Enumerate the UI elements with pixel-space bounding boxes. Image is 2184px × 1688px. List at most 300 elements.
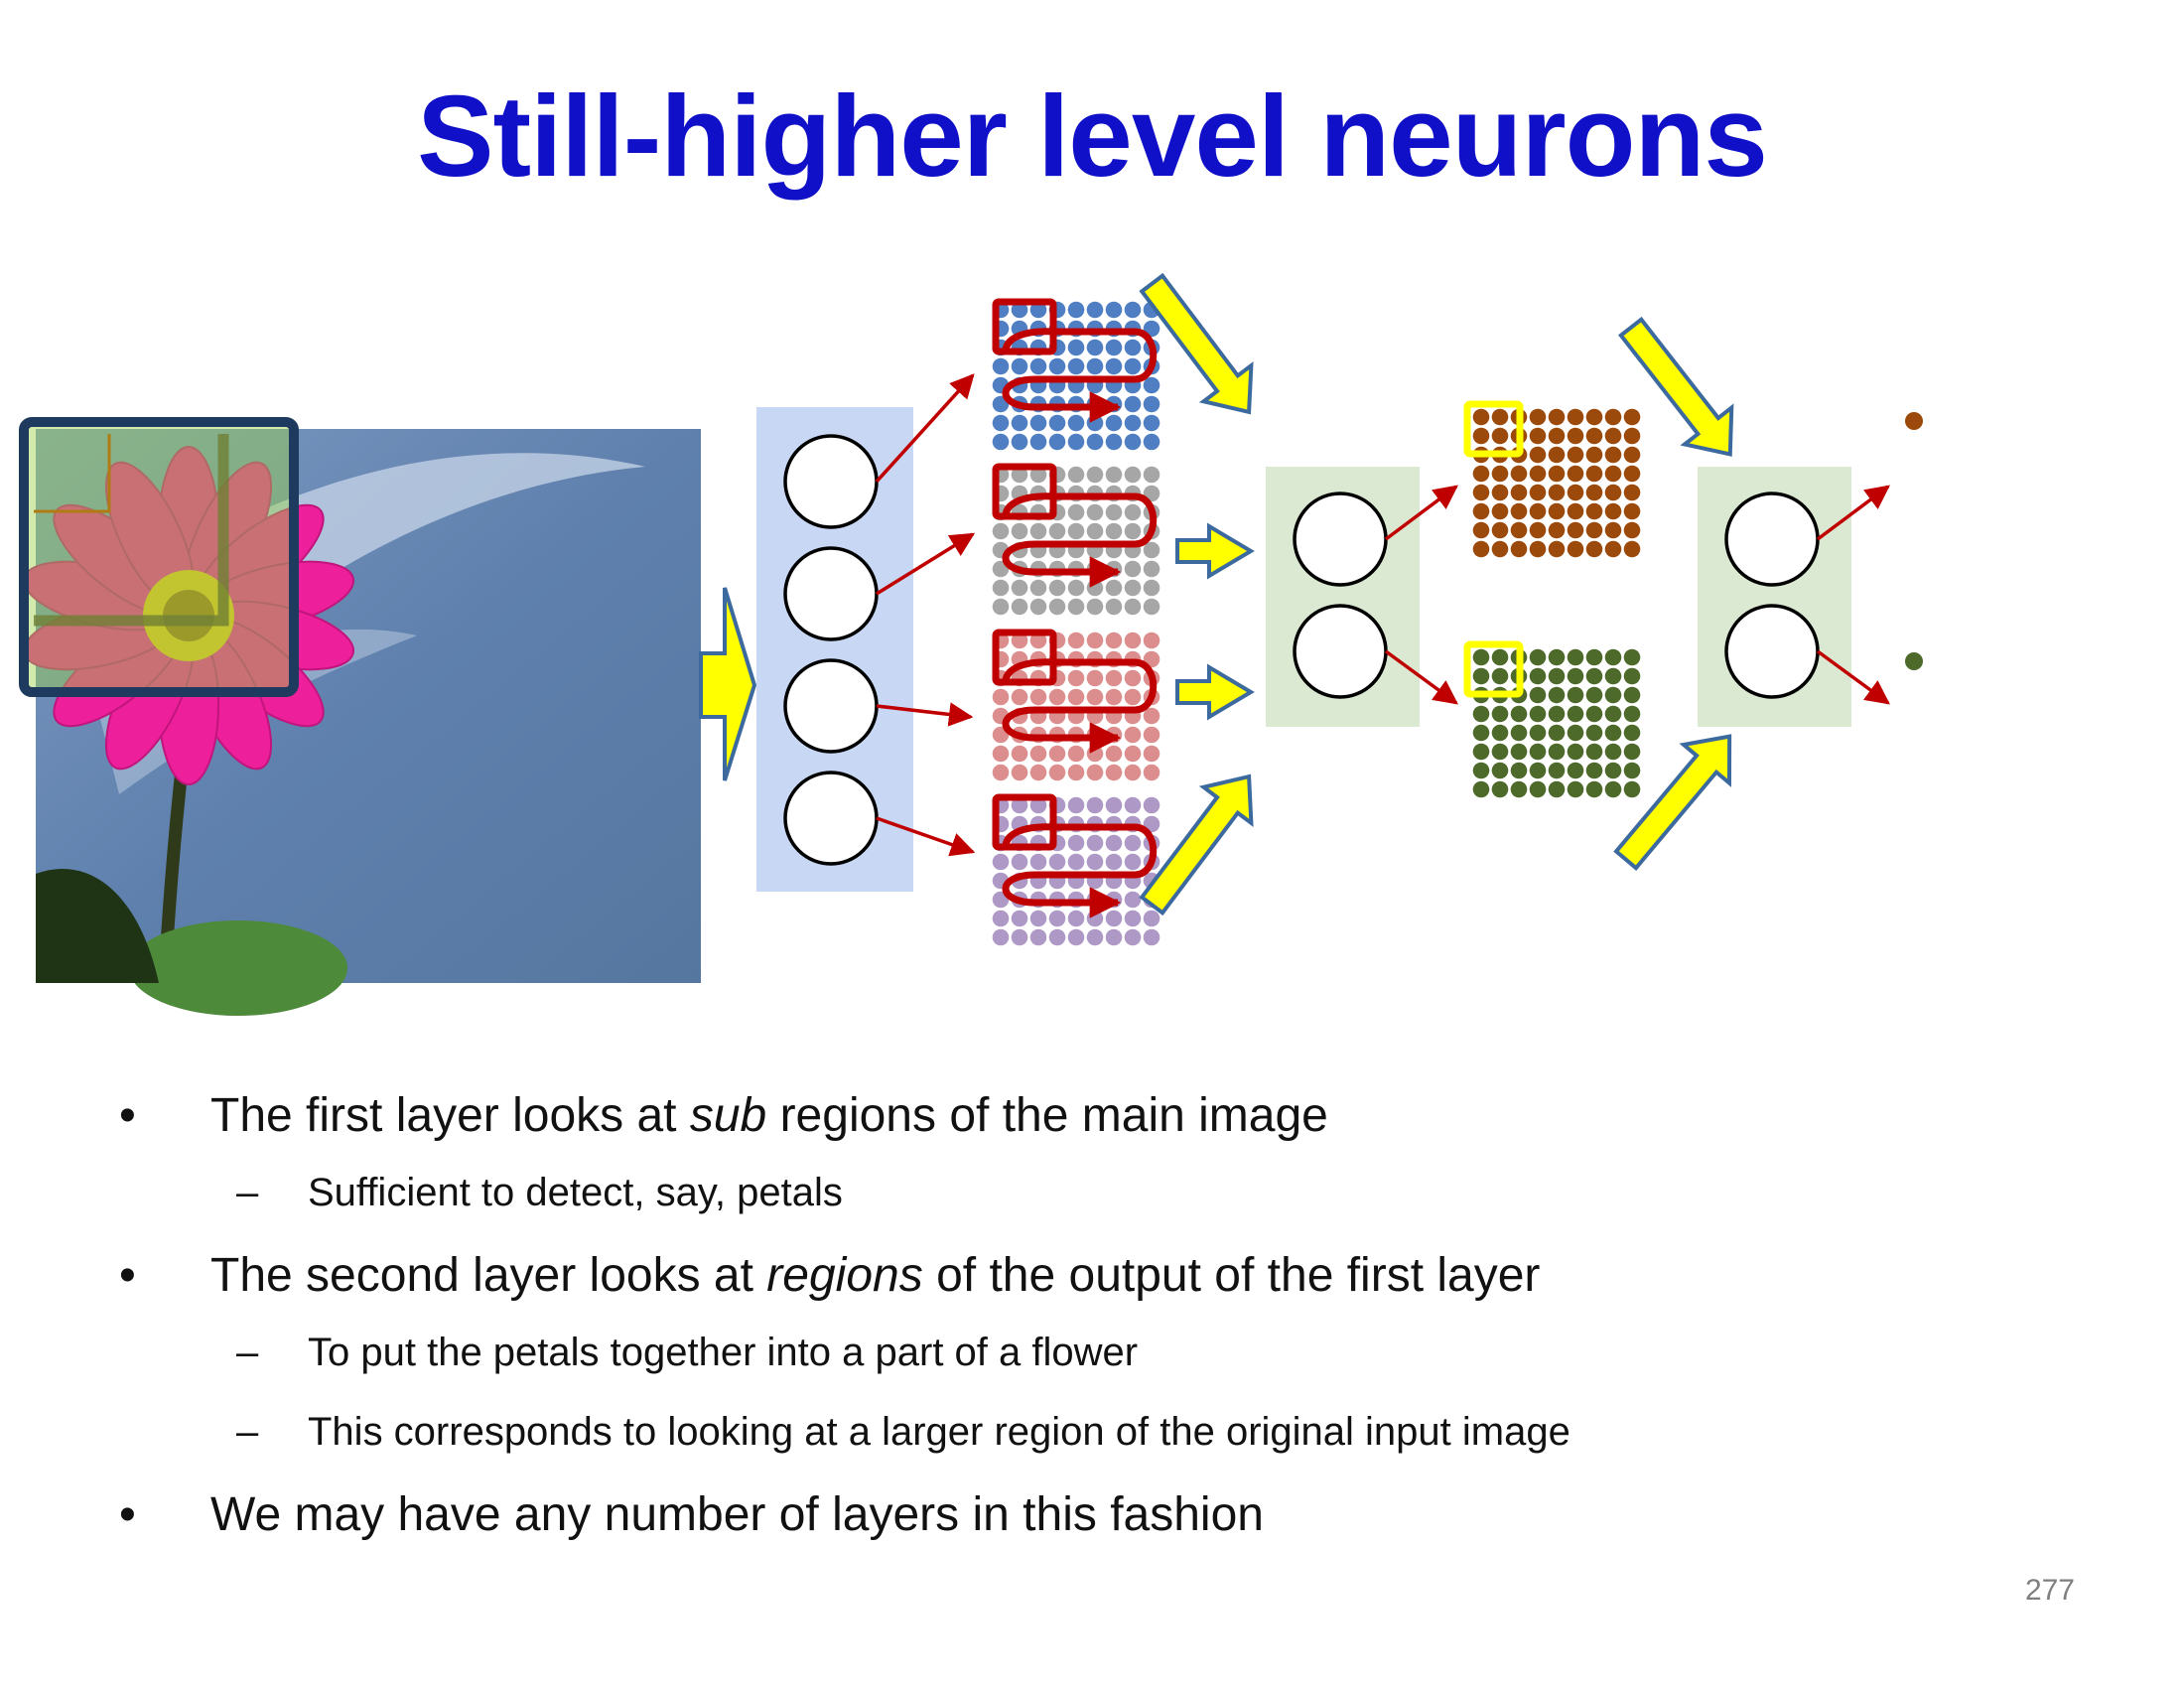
yellow-arrow (1177, 526, 1251, 576)
map-unit (1049, 580, 1066, 597)
map-unit (1511, 781, 1528, 798)
map-unit (1012, 599, 1028, 616)
map-unit (1030, 415, 1047, 432)
map-unit (1568, 409, 1584, 426)
map-unit (1473, 649, 1490, 666)
map-unit (1125, 854, 1142, 871)
map-unit (1586, 744, 1603, 761)
map-unit (1087, 358, 1104, 375)
map-unit (1586, 541, 1603, 558)
map-unit (993, 599, 1010, 616)
bullet-mark: • (119, 1249, 136, 1302)
map-unit (1106, 434, 1123, 451)
map-unit (1586, 485, 1603, 501)
map-unit (1605, 725, 1622, 742)
map-unit (1549, 447, 1566, 464)
map-unit (1087, 504, 1104, 521)
sub-bullet-item (119, 1168, 2005, 1217)
map-unit (1624, 687, 1641, 704)
map-unit (1549, 522, 1566, 539)
map-unit (1106, 580, 1123, 597)
map-unit (1511, 485, 1528, 501)
map-unit (1624, 781, 1641, 798)
map-unit (1125, 911, 1142, 927)
map-unit (1030, 580, 1047, 597)
map-unit (1144, 911, 1160, 927)
map-unit (1624, 725, 1641, 742)
output-dot (1905, 652, 1923, 670)
map-unit (1030, 765, 1047, 781)
map-unit (1030, 911, 1047, 927)
map-unit (1530, 541, 1547, 558)
map-unit (1068, 689, 1085, 706)
map-unit (993, 580, 1010, 597)
map-unit (1012, 415, 1028, 432)
map-unit (1473, 522, 1490, 539)
map-unit (1586, 649, 1603, 666)
map-unit (1605, 687, 1622, 704)
layer1 (756, 407, 913, 892)
map-unit (1473, 781, 1490, 798)
map-unit (1586, 781, 1603, 798)
map-unit (1511, 503, 1528, 520)
map-unit (1549, 485, 1566, 501)
map-unit (1068, 929, 1085, 946)
bullet-text: This corresponds to looking at a larger region of the original input image (308, 1410, 1570, 1454)
bullet-mark: • (119, 1089, 136, 1142)
map-unit (1049, 358, 1066, 375)
map-unit (1492, 522, 1509, 539)
map-unit (1106, 670, 1123, 687)
feature-maps-layer1 (993, 302, 1160, 946)
map-unit (1087, 340, 1104, 356)
map-unit (1492, 428, 1509, 445)
layer1-neuron (785, 548, 877, 639)
feature-map (1467, 404, 1640, 557)
map-unit (1605, 447, 1622, 464)
map-unit (1568, 725, 1584, 742)
map-unit (1605, 485, 1622, 501)
map-unit (1106, 835, 1123, 852)
map-unit (1568, 541, 1584, 558)
map-unit (1125, 797, 1142, 814)
map-unit (1049, 434, 1066, 451)
feature-map (993, 302, 1160, 451)
map-unit (1144, 929, 1160, 946)
map-unit (1568, 428, 1584, 445)
map-unit (1568, 447, 1584, 464)
map-unit (1012, 746, 1028, 763)
map-unit (1087, 467, 1104, 484)
map-unit (1030, 689, 1047, 706)
map-unit (1125, 467, 1142, 484)
map-unit (1030, 746, 1047, 763)
bullet-text: Sufficient to detect, say, petals (308, 1171, 843, 1214)
map-unit (1106, 358, 1123, 375)
map-unit (1125, 340, 1142, 356)
map-unit (1568, 763, 1584, 779)
map-unit (1068, 504, 1085, 521)
map-unit (1087, 580, 1104, 597)
map-unit (1125, 835, 1142, 852)
map-unit (1473, 503, 1490, 520)
map-unit (993, 929, 1010, 946)
map-unit (1068, 911, 1085, 927)
yellow-arrow (1177, 667, 1251, 717)
map-unit (993, 746, 1010, 763)
map-unit (1492, 781, 1509, 798)
map-unit (1473, 428, 1490, 445)
map-unit (1624, 466, 1641, 483)
map-unit (1586, 763, 1603, 779)
map-unit (1568, 687, 1584, 704)
map-unit (1492, 706, 1509, 723)
map-unit (1605, 522, 1622, 539)
map-unit (1012, 358, 1028, 375)
map-unit (1125, 523, 1142, 540)
map-unit (1125, 689, 1142, 706)
map-unit (1012, 434, 1028, 451)
map-unit (1511, 706, 1528, 723)
map-unit (1624, 541, 1641, 558)
map-unit (1492, 725, 1509, 742)
map-unit (1605, 744, 1622, 761)
map-unit (1473, 725, 1490, 742)
map-unit (1030, 929, 1047, 946)
map-unit (1511, 763, 1528, 779)
map-unit (1106, 415, 1123, 432)
map-unit (1492, 485, 1509, 501)
map-unit (993, 911, 1010, 927)
map-unit (1049, 911, 1066, 927)
map-unit (1144, 580, 1160, 597)
map-unit (1125, 434, 1142, 451)
bullet-mark: – (236, 1331, 259, 1374)
bullet-mark: – (236, 1171, 259, 1214)
yellow-arrow (1603, 717, 1752, 879)
map-unit (1144, 434, 1160, 451)
map-unit (1605, 649, 1622, 666)
map-unit (1624, 744, 1641, 761)
feature-map (1467, 644, 1640, 797)
map-unit (1549, 668, 1566, 685)
map-unit (1125, 580, 1142, 597)
output-dot (1905, 412, 1923, 430)
map-unit (1549, 503, 1566, 520)
map-unit (1492, 763, 1509, 779)
bullet-text: We may have any number of layers in this fashion (210, 1488, 1264, 1541)
map-unit (1106, 746, 1123, 763)
map-unit (1473, 466, 1490, 483)
bullet-mark: – (236, 1410, 259, 1454)
map-unit (1473, 668, 1490, 685)
layer3-neuron (1726, 606, 1818, 697)
map-unit (1106, 302, 1123, 319)
map-unit (1049, 523, 1066, 540)
map-unit (1492, 409, 1509, 426)
map-unit (1030, 854, 1047, 871)
feature-map (993, 633, 1160, 781)
map-unit (1530, 706, 1547, 723)
map-unit (1492, 541, 1509, 558)
map-unit (1530, 744, 1547, 761)
map-unit (1549, 541, 1566, 558)
map-unit (1087, 415, 1104, 432)
map-unit (1144, 727, 1160, 744)
map-unit (1049, 854, 1066, 871)
map-unit (1144, 467, 1160, 484)
map-unit (1068, 415, 1085, 432)
map-unit (1511, 725, 1528, 742)
feature-map (993, 467, 1160, 616)
map-unit (1492, 744, 1509, 761)
bullet-item (119, 1247, 2005, 1305)
map-unit (1624, 428, 1641, 445)
map-unit (1106, 911, 1123, 927)
layer3-neuron (1726, 493, 1818, 585)
map-unit (1549, 466, 1566, 483)
map-unit (1144, 797, 1160, 814)
map-unit (1087, 633, 1104, 649)
map-unit (1125, 504, 1142, 521)
map-unit (1012, 911, 1028, 927)
map-unit (1624, 649, 1641, 666)
map-unit (1492, 649, 1509, 666)
map-unit (1568, 522, 1584, 539)
map-unit (1586, 447, 1603, 464)
map-unit (1605, 428, 1622, 445)
map-unit (1511, 744, 1528, 761)
map-unit (1087, 746, 1104, 763)
map-unit (1624, 485, 1641, 501)
map-unit (1530, 447, 1547, 464)
map-unit (1030, 599, 1047, 616)
map-unit (1106, 599, 1123, 616)
map-unit (1530, 503, 1547, 520)
map-unit (1586, 428, 1603, 445)
map-unit (1012, 765, 1028, 781)
layer2 (1266, 467, 1420, 727)
map-unit (1106, 765, 1123, 781)
map-unit (1068, 523, 1085, 540)
map-unit (1068, 599, 1085, 616)
map-unit (1568, 485, 1584, 501)
map-unit (1549, 763, 1566, 779)
map-unit (1492, 668, 1509, 685)
map-unit (1473, 485, 1490, 501)
map-unit (1125, 302, 1142, 319)
slide-title: Still-higher level neurons (417, 71, 1767, 201)
map-unit (1012, 929, 1028, 946)
map-unit (1624, 409, 1641, 426)
bullet-text: regions of the main image (766, 1089, 1328, 1142)
map-unit (1492, 466, 1509, 483)
map-unit (1068, 358, 1085, 375)
map-unit (1549, 649, 1566, 666)
map-unit (1530, 409, 1547, 426)
map-unit (1125, 746, 1142, 763)
input-arrow (701, 588, 754, 780)
map-unit (1549, 744, 1566, 761)
map-unit (1068, 835, 1085, 852)
bullet-text: The second layer looks at (210, 1249, 767, 1302)
map-unit (1586, 687, 1603, 704)
map-unit (1144, 561, 1160, 578)
map-unit (1068, 467, 1085, 484)
map-unit (1624, 668, 1641, 685)
map-unit (1068, 302, 1085, 319)
map-unit (1087, 689, 1104, 706)
map-unit (1624, 447, 1641, 464)
map-unit (1511, 522, 1528, 539)
map-unit (1049, 689, 1066, 706)
map-unit (993, 523, 1010, 540)
map-unit (1049, 765, 1066, 781)
layer1-neuron (785, 436, 877, 527)
map-unit (1068, 633, 1085, 649)
map-unit (1087, 302, 1104, 319)
layer1-neuron (785, 660, 877, 752)
map-unit (1624, 706, 1641, 723)
map-unit (993, 765, 1010, 781)
map-unit (1144, 633, 1160, 649)
map-unit (1568, 649, 1584, 666)
layer1-neuron (785, 773, 877, 864)
map-unit (1605, 409, 1622, 426)
bullet-text: regions (766, 1249, 923, 1302)
map-unit (1473, 541, 1490, 558)
map-unit (1012, 689, 1028, 706)
bullet-text: of the output of the first layer (922, 1249, 1541, 1302)
map-unit (1605, 706, 1622, 723)
map-unit (1549, 781, 1566, 798)
map-unit (1605, 781, 1622, 798)
layer2-neuron (1295, 606, 1386, 697)
map-unit (1068, 746, 1085, 763)
map-unit (1030, 358, 1047, 375)
map-unit (1549, 687, 1566, 704)
map-unit (1106, 523, 1123, 540)
map-unit (1549, 725, 1566, 742)
map-unit (1530, 428, 1547, 445)
map-unit (1125, 670, 1142, 687)
map-unit (1068, 797, 1085, 814)
bullet-text: sub (689, 1089, 767, 1142)
map-unit (1530, 763, 1547, 779)
map-unit (1473, 706, 1490, 723)
map-unit (1144, 765, 1160, 781)
map-unit (1087, 835, 1104, 852)
map-unit (1586, 409, 1603, 426)
map-unit (1605, 466, 1622, 483)
map-unit (1511, 541, 1528, 558)
map-unit (1106, 633, 1123, 649)
map-unit (1473, 744, 1490, 761)
map-unit (1106, 929, 1123, 946)
map-unit (1125, 765, 1142, 781)
bullet-text: To put the petals together into a part of a flower (308, 1331, 1139, 1374)
map-unit (1605, 668, 1622, 685)
map-unit (1068, 580, 1085, 597)
map-unit (1068, 434, 1085, 451)
map-unit (1473, 409, 1490, 426)
map-unit (1144, 415, 1160, 432)
map-unit (1568, 668, 1584, 685)
map-unit (1530, 522, 1547, 539)
map-unit (1549, 409, 1566, 426)
map-unit (1087, 854, 1104, 871)
map-unit (1530, 668, 1547, 685)
map-unit (1125, 561, 1142, 578)
feature-map (993, 797, 1160, 946)
map-unit (1106, 854, 1123, 871)
map-unit (1568, 781, 1584, 798)
map-unit (1125, 358, 1142, 375)
bullet-text: The first layer looks at (210, 1089, 690, 1142)
map-unit (1125, 892, 1142, 909)
map-unit (1624, 763, 1641, 779)
map-unit (1087, 911, 1104, 927)
map-unit (1106, 467, 1123, 484)
map-unit (1106, 504, 1123, 521)
map-unit (1049, 415, 1066, 432)
map-unit (1568, 706, 1584, 723)
map-unit (1624, 522, 1641, 539)
map-unit (1586, 466, 1603, 483)
map-unit (1125, 929, 1142, 946)
map-unit (1030, 523, 1047, 540)
map-unit (1125, 727, 1142, 744)
map-unit (1087, 599, 1104, 616)
map-unit (1530, 687, 1547, 704)
map-unit (993, 434, 1010, 451)
map-unit (993, 689, 1010, 706)
map-unit (1530, 725, 1547, 742)
map-unit (1049, 929, 1066, 946)
sub-bullet-item (119, 1407, 2005, 1457)
bullet-mark: • (119, 1488, 136, 1541)
map-unit (1125, 415, 1142, 432)
leaf (129, 920, 347, 1016)
map-unit (1549, 428, 1566, 445)
map-unit (1586, 725, 1603, 742)
map-unit (1473, 763, 1490, 779)
layer3 (1698, 467, 1851, 727)
map-unit (1087, 434, 1104, 451)
map-unit (1530, 649, 1547, 666)
map-unit (1568, 503, 1584, 520)
map-unit (1012, 854, 1028, 871)
sub-bullet-item (119, 1328, 2005, 1377)
map-unit (1049, 746, 1066, 763)
map-unit (1530, 781, 1547, 798)
map-unit (993, 358, 1010, 375)
map-unit (1125, 396, 1142, 413)
map-unit (1087, 523, 1104, 540)
map-unit (1012, 523, 1028, 540)
map-unit (1106, 797, 1123, 814)
page-number: 277 (2024, 1574, 2075, 1607)
map-unit (1144, 599, 1160, 616)
map-unit (1568, 466, 1584, 483)
map-unit (1068, 340, 1085, 356)
feature-maps-layer2 (1467, 404, 1640, 797)
map-unit (1049, 599, 1066, 616)
map-unit (1144, 746, 1160, 763)
map-unit (1530, 485, 1547, 501)
map-unit (1068, 854, 1085, 871)
bullet-item (119, 1486, 2005, 1544)
